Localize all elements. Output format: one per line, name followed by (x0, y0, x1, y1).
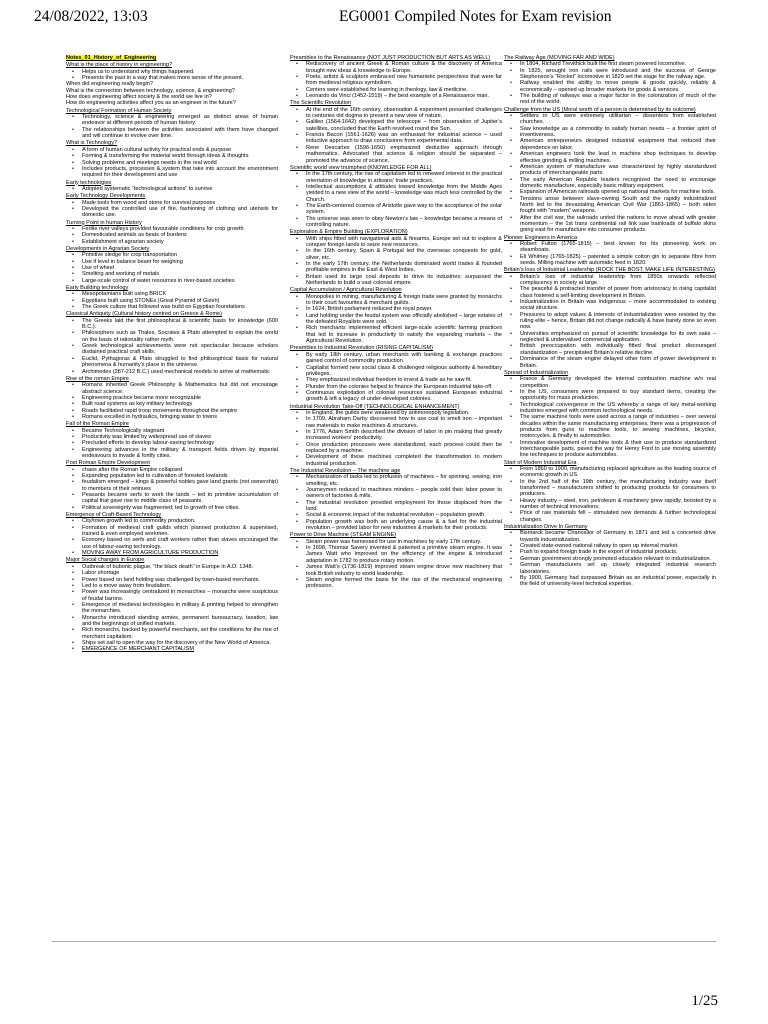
section-heading: Britain’s loss of Industrial Leadership (ROCK THE BOST, MAKE LIFE INTERESTING) (504, 267, 715, 274)
bullet-item: • Romans inherited Greek Philosophy & Mathematics but did not encourage abstract science. (66, 382, 278, 395)
bullet-item: • Archimedes (287-212 B.C.) used mechanical models to arrive at mathematic (66, 369, 278, 375)
bullet-item: • The Greek culture that followed was build on Egyptian foundations (66, 304, 278, 310)
question-line: How do engineering activities affect you as an engineer in the future? (66, 100, 236, 107)
section-heading: Technological Formation of Human Society (66, 107, 172, 114)
bullet-item: • Philosophers such as Thales, Socrates & Plato attempted to explain the world on the basis of rationality rather myth. (66, 330, 278, 343)
bullet-item: • In 1804, Richard Trevithick built the first steam powered locomotive. (504, 61, 716, 67)
bullet-item: • The building of railways was a major factor in the colonization of much of the rest of the world. (504, 93, 716, 106)
bullet-list (66, 564, 278, 653)
bullet-item: • American engineers took the lead in machine shop techniques to develop effective grinding & milling machines. (504, 151, 716, 164)
bullet-item: • Continuous exploitation of colonial resources sustained European industrial growth & left a legacy of under-developed colonies. (290, 390, 502, 403)
bullet-item: • Forming & transforming the material world through ideas & thoughts (66, 153, 278, 159)
bullet-list (504, 113, 716, 234)
bullet-item: • Technology, science & engineering emerged as distinct areas of human endeavor at different periods of human history. (66, 114, 278, 127)
bullet-list (66, 467, 278, 511)
print-datetime: 24/08/2022, 13:03 (34, 8, 148, 25)
bullet-item: • Mesopotamians built using BRICK (66, 291, 278, 297)
bullet-item: • Expansion of American railroads opened up national markets for machine tools. (504, 189, 716, 195)
bullet-item: • Led to a move away from feudalism. (66, 583, 278, 589)
bullet-item: • EMERGENCE OF MERCHANT CAPITALISM (66, 646, 278, 652)
section-heading: Challenge from the US (Moral worth of a person is determined by its outcome) (504, 106, 696, 113)
bullet-list (290, 171, 502, 228)
bullet-item: • Primitive sledge for crop transportation (66, 252, 278, 258)
bullet-item: • Britain’s loss of industrial leadership from 1850s onwards reflected complacency in society at large. (504, 274, 716, 287)
bullet-item: • Settlers in US were extremely utilitarian – dissenters from established churches. (504, 113, 716, 126)
bullet-item: • From 1860 to 1900, manufacturing replaced agriculture as the leading source of economic growth in US. (504, 466, 716, 479)
bullet-list (504, 274, 716, 369)
bullet-item: • In the US, consumers were prepared to buy standard items, creating the opportunity for mass production. (504, 389, 716, 402)
bullet-item: • The universe was seen to obey Newton’s law – knowledge became a means of controlling nature. (290, 216, 502, 229)
bullet-item: • The industrial revolution provided employment for those displaced from the land. (290, 500, 502, 513)
bullet-list (290, 236, 502, 287)
bullet-item: • German government strongly promoted education relevant to industrialization. (504, 556, 716, 562)
bullet-list (66, 69, 278, 82)
bullet-item: • Capitalist formed new social class & challenged religious authority & hereditary privileges. (290, 365, 502, 378)
section-heading: Early Building technology (66, 285, 129, 292)
bullet-item: • feudalism emerged – kings & powerful nobles gave land grants (not ownership) to members of their retinues (66, 479, 278, 492)
bullet-item: • City/town growth led to commodity production. (66, 518, 278, 524)
section-heading: Rise of the roman Empire (66, 375, 129, 382)
bullet-item: • By 1900, Germany had surpassed Britain as an industrial power, especially in the field of university-level technical expertise. (504, 575, 716, 588)
section-heading: Early technologies (66, 179, 112, 186)
section-heading: Exploration & Empire Building (EXPLORATION) (290, 229, 408, 236)
bullet-item: • A form of human cultural activity for practical ends & purpose (66, 147, 278, 153)
bullet-item: • Innovative development of machine tools & their use to produce standardized interchangeable parts, paved the way for Henry Ford to use moving assembly line techniques to produce automobiles. (504, 440, 716, 459)
bullet-item: • Plunder from the colonies helped to finance the European industrial take-off. (290, 384, 502, 390)
bullet-item: • MOVING AWAY FROM AGRICULTURE PRODUCTION (66, 550, 278, 556)
bullet-item: • Built road systems as key military technology (66, 401, 278, 407)
bullet-item: • Rene Descartes (1596-1650) emphasized deductive approach through mathematics. Advocated that science & religion should be separated – promoted the advance of science. (290, 145, 502, 164)
bullet-item: • Push to expand foreign trade in the export of industrial products. (504, 549, 716, 555)
bullet-item: • Monopolies in mining, manufacturing & foreign trade were granted by monarchs to their court favourites & merchant guilds. (290, 294, 502, 307)
bullet-list (66, 186, 278, 192)
bullet-item: • Rich merchants implemented efficient large-scale scientific farming practices that led to increase in productivity to satisfy the expanding markets – the Agricultural Revolution. (290, 325, 502, 344)
bullet-list (66, 147, 278, 179)
bullet-item: • Precluded efforts to develop labour-saving technology (66, 440, 278, 446)
bullet-list (66, 252, 278, 284)
bullet-item: • Solving problems and meetings needs in the real world (66, 160, 278, 166)
bullet-item: • Galileo (1564-1642) developed the telescope – from observation of Jupiter’s satellites, concluded that the Earth revolved round the Sun. (290, 119, 502, 132)
bullet-list (66, 382, 278, 420)
section-heading: The Scientific Revolution (290, 100, 352, 107)
bullet-item: • Establishment of agrarian society (66, 239, 278, 245)
bullet-item: • Political sovereignty was fragmented; led to growth of free cities. (66, 505, 278, 511)
bullet-item: • Technological convergence in the US whereby a range of key metal-working industries emerged with common technological needs. (504, 402, 716, 415)
section-heading: Spread of Industrialization (504, 369, 569, 376)
bullet-item: • In the 16th century, Spain & Portugal led the overseas conquests for gold, silver, etc. (290, 248, 502, 261)
bullet-item: • Britain used its large coal deposits to drive its industries; surpassed the Netherlands to build a vast colonial empire. (290, 274, 502, 287)
bullet-item: • Greek technological achievements were not spectacular because scholars disdained practical craft skills. (66, 343, 278, 356)
bullet-item: • Intellectual assumptions & attitudes toward knowledge from the Middle Ages yielded to a new view of the world – knowledge was much less controlled by the Church. (290, 184, 502, 203)
bullet-item: • The early American Republic leaders recognized the need to encourage domestic manufacture, especially basic military equipment. (504, 177, 716, 190)
bullet-item: • In 1709, Abraham Darby discovered how to use coal to smelt iron – important raw materials to make machines & structures. (290, 416, 502, 429)
bullet-item: • Ships set sail to open the way for the discovery of the New World of America. (66, 640, 278, 646)
bullet-item: • James Watt’s (1736-1819) improved steam engine drove new machinery that took British industry to world leadership. (290, 564, 502, 577)
bullet-list (66, 114, 278, 139)
bullet-item: • Steam power was harnessed for use in machines by early 17th century. (290, 539, 502, 545)
bullet-item: • Universities emphasized on pursuit of scientific knowledge for its own sake – neglected & undervalued commercial application. (504, 331, 716, 344)
bullet-list (290, 107, 502, 164)
bullet-item: • Robert Fulton (1765-1815) – best known for his pioneering work on steamboats. (504, 241, 716, 254)
bullet-item: • British preoccupation with individually fitted final product discouraged standardization – precipitated Britain’s relative decline. (504, 343, 716, 356)
bullet-item: • Smelting and working of metals (66, 271, 278, 277)
bullet-item: • In 1825, wrought iron rails were introduced and the success of George Stephenson’s “Rocket” locomotive in 1829 set the stage for the railway age. (504, 68, 716, 81)
page-number: 1/25 (691, 993, 718, 1009)
bullet-item: • At the end of the 16th century, observation & experiment presented challenges to centuries old dogma to present a new view of nature. (290, 107, 502, 120)
bullet-item: • Use of wheel (66, 265, 278, 271)
bullet-item: • Power was increasingly centralized in monarchies – monarchs were suspicious of feudal barons. (66, 589, 278, 602)
bullet-list (290, 61, 502, 99)
bullet-item: • In 1698, Thomas Savery invented & patented a primitive steam engine. It was James Watt who improved on the efficiency of the engine & introduced adaptation in 1782 to produce rotary motion. (290, 545, 502, 564)
section-heading: Scientific world view triumphed (KNOWLEDGE FOR ALL) (290, 164, 432, 171)
bullet-item: • Labor shortage (66, 570, 278, 576)
section-heading: Preambles to Industrial Revolution (RISING CAPITALISM) (290, 345, 433, 352)
bullet-list (504, 466, 716, 523)
bullet-item: • Includes products, processes & system that take into account the environment required for their development and use (66, 166, 278, 179)
section-heading: Early Technology Developments (66, 193, 146, 200)
bullet-item: • Pressures to adopt values & interests of industrialization were resisted by the ruling elite – hence, Britain did not change radically & have barely done so even now. (504, 312, 716, 331)
bullet-item: • Helps us to understand why things happened. (66, 69, 278, 75)
bullet-list (66, 428, 278, 460)
bullet-item: • Poets, artists & sculptors embraced new humanistic perspectives that were far from medieval religious symbolism. (290, 74, 502, 87)
section-heading: Capital Accumulation / Agricultural Revolution (290, 287, 402, 294)
bullet-list (504, 241, 716, 266)
section-heading: Start of Modern Industrial Era (504, 459, 577, 466)
bullet-item: • Peasants became serfs to work the lands – led to primitive accumulation of capital that gave rise to middle class of peasants. (66, 492, 278, 505)
bullet-item: • Mechanization of tasks led to profusion of machines – for spinning, sewing, iron smelting, etc. (290, 474, 502, 487)
bullet-item: • Land holding under the feudal system was officially abolished – large estates of the defeated Royalists were sold. (290, 313, 502, 326)
bullet-item: • chaos after the Roman Empire collapsed (66, 467, 278, 473)
section-heading: Pioneer Engineers in America (504, 234, 578, 241)
section-heading: Industrialization Drive In Germany (504, 524, 588, 531)
section-heading: What is Technology? (66, 140, 118, 147)
bullet-item: • In the early 17th century, the Netherlands dominated world trades & founded profitable empires in the East & West Indies. (290, 261, 502, 274)
section-heading: Major Social changes in Europe (66, 557, 145, 564)
bullet-item: • Journeymen reduced to machines minders – people sold their labor power to owners of factories & mills. (290, 487, 502, 500)
notes-title-highlight: Notes_01_History_of_Engineering (66, 55, 157, 61)
bullet-item: • Bismarck became Chancellor of Germany in 1871 and led a concerted drive towards industrialization. (504, 530, 716, 543)
section-heading: What is the place of history in engineering? (66, 62, 173, 69)
bullet-item: • Saw knowledge as a commodity to satisfy human needs – a frontier spirit of inventiveness. (504, 126, 716, 139)
notes-column-1 (66, 54, 278, 653)
section-heading: Turning Point in human History (66, 219, 142, 226)
bullet-item: • The Greeks laid the first philosophical & scientific basis for knowledge (600 B.C.). (66, 318, 278, 331)
bullet-item: • Romans excelled in hydraulics, bringing water to towns (66, 414, 278, 420)
bullet-item: • Monarchs introduced standing armies, permanent bureaucracy, taxation, law and the beginnings of unified markets. (66, 615, 278, 628)
bullet-item: • German manufacturers set up closely integrated industrial research laboratories. (504, 562, 716, 575)
bullet-item: • The relationships between the activities associated with them have changed and will continue to evolve over time. (66, 127, 278, 140)
bullet-item: • American system of manufacture was characterized by highly standardized products of interchangeable parts. (504, 164, 716, 177)
bullet-item: • Became Technologically stagnant (66, 428, 278, 434)
notes-column-2 (290, 54, 502, 590)
bullet-item: • Euclid, Pythagoras & Plato struggled to find philosophical basis for natural phenomena & humanity’s place in the universe. (66, 356, 278, 369)
bullet-item: • Large-scale control of water resources in river-based societies (66, 278, 278, 284)
bullet-list (66, 200, 278, 219)
section-heading: The Railway Age (MOVING FAR AND WIDE) (504, 55, 615, 61)
bullet-list (290, 294, 502, 345)
bullet-item: • Dominance of the steam engine delayed other form of power development in Britain. (504, 356, 716, 369)
section-heading: The Industrial Revolution – The machine age (290, 468, 401, 474)
bullet-item: • Egyptians built using STONEs (Great Pyramid of Gizeh) (66, 298, 278, 304)
bullet-item: • Once production processes were standardized, each process could then be replaced by a machine. (290, 442, 502, 455)
bullet-list (504, 530, 716, 587)
bullet-item: • Created state-owned national railway to open up internal market. (504, 543, 716, 549)
bullet-item: • In England, the guilds were weakened by antimonopoly legislation. (290, 410, 502, 416)
bullet-item: • Steam engine formed the basis for the rise of the mechanical engineering profession. (290, 577, 502, 590)
bullet-item: • In 1624, British parliament reduced the royal power. (290, 306, 502, 312)
bullet-list (504, 61, 716, 105)
bullet-item: • The peaceful & protracted transfer of power from aristocracy to rising capitalist class fostered a self-limiting development in Britain. (504, 286, 716, 299)
document-title: EG0001 Compiled Notes for Exam revision (339, 8, 612, 25)
bullet-list (290, 352, 502, 403)
section-heading: Fall of the Roman Empire (66, 421, 129, 428)
bullet-item: • Made tools from wood and stone for survival purposes (66, 200, 278, 206)
section-heading: Classical Antiquity (Cultural history centred on Greece & Rome) (66, 311, 222, 318)
bullet-item: • Railway enabled the ability to move people & goods quickly, reliably & economically – opened up broader markets for goods & services. (504, 80, 716, 93)
bullet-item: • Presents the past in a way that makes more sense of the present. (66, 75, 278, 81)
bullet-item: • Price of raw materials fell – stimulated new demands & further technological changes. (504, 510, 716, 523)
bullet-item: • Engineering advances in the military & transport fields driven by imperial endeavours to invade & fortify cities. (66, 447, 278, 460)
bullet-item: • Productivity was limited by widespread use of slaves (66, 434, 278, 440)
bullet-list (290, 474, 502, 531)
bullet-item: • Eli Whitney (1765-1825) – patented a simple cotton gin to separate fibre from seeds. Milling machine with automatic feed in 1820. (504, 254, 716, 267)
bullet-item: • American entrepreneurs designed industrial equipment that reduced their dependence on labor. (504, 138, 716, 151)
bullet-item: • Economy based on serfs and craft workers rather than slaves encouraged the use of labour-saving technology. (66, 537, 278, 550)
bullet-item: • Development of these machines completed the transformation to modern industrial production. (290, 454, 502, 467)
bullet-list (66, 226, 278, 245)
bullet-list (504, 376, 716, 458)
bullet-item: • With ships fitted with navigational aids & firearms, Europe set out to explore & conquer foreign lands to seize new resources. (290, 236, 502, 249)
bullet-item: • By early 18th century, urban merchants with banking & exchange practices gained control of commodity production. (290, 352, 502, 365)
bullet-item: • Emergence of medieval technologies in military & printing helped to strengthen the monarchies. (66, 602, 278, 615)
section-heading: Developments in Agrarian Society (66, 245, 150, 252)
bullet-item: • Roads facilitated rapid troop movements throughout the empire (66, 408, 278, 414)
bullet-item: • Francis Bacon (1561-1626) was an enthusiast for industrial science – used inductive approach to draw conclusions from experimental data. (290, 132, 502, 145)
bullet-item: • Rediscovery of ancient Greek & Roman culture & the discovery of America brought new ideas & knowledge to Europe. (290, 61, 502, 74)
question-line: When did engineering really begin? (66, 81, 153, 88)
bullet-item: • The same machine tools were used across a range of industries – over several decades within the same manufacturing enterprises, there was a progression of products from guns to machine tools, to sewing machines, bicycles, motorcycles, & finally to automobiles. (504, 414, 716, 439)
bullet-item: • Population growth was both an underlying cause & a fuel for the industrial revolution – provided labor for new industries & markets for their products. (290, 519, 502, 532)
footer-divider (52, 941, 716, 942)
bullet-item: • Tensions arose between slave-owning South and the rapidly industrialized North led to the devastating American Civil War (1861-1865) – both sides fought with “modern” weapons. (504, 196, 716, 215)
bullet-item: • Power based on land holding was challenged by town-based merchants. (66, 577, 278, 583)
bullet-item: • In the 2nd half of the 19th century, the manufacturing industry was itself transformed – manufacturers shifted to producing products for consumers to producers. (504, 479, 716, 498)
bullet-item: • Industrialization in Britain was indigenous – more accommodated to existing social structure. (504, 299, 716, 312)
section-heading: Industrial Revolution Take-Off (TECHNOLOGICAL ENHANCEMENT) (290, 403, 460, 410)
bullet-item: • Engineering practice became more recognizable (66, 395, 278, 401)
bullet-item: • Rich monarchs, backed by powerful merchants, set the conditions for the rise of merchant capitalism. (66, 627, 278, 640)
bullet-item: • Use if level in balance beam for weighing (66, 259, 278, 265)
bullet-list (290, 410, 502, 467)
bullet-item: • Outbreak of bubonic plague, “the black death” in Europe in A.D. 1348. (66, 564, 278, 570)
section-heading: Post Roman Empire Development (66, 460, 150, 467)
question-line: How does engineering affect society & the world we live in? (66, 94, 212, 101)
question-line: What is the connection between technology, science, & engineering? (66, 87, 235, 94)
section-heading: Preambles to the Renaissance (NOT JUST PRODUCTION BUT ARTS AS WELL) (290, 55, 491, 61)
bullet-item: • Domesticated animals as beats of burdens (66, 232, 278, 238)
section-heading: Emergence of Craft-Based Technology (66, 512, 162, 519)
bullet-item: • In the 17th century, the rise of capitalism led to renewed interest in the practical orientation of knowledge in artisans’ trade practices. (290, 171, 502, 184)
section-heading (66, 55, 278, 61)
bullet-item: • The Earth-centered cosmos of Aristotle gave way to the acceptance of the solar system. (290, 203, 502, 216)
bullet-item: • Formation of medieval craft guilds which planned production & supervised, trained & even employed workmen. (66, 525, 278, 538)
bullet-item: • Adopted systematic “technological actions” to survive (66, 186, 278, 192)
section-heading: Power to Drive Machine (STEAM ENGINE) (290, 532, 397, 539)
bullet-item: • In 1776, Adam Smith described the division of labor in pin making that greatly increased workers’ productivity. (290, 429, 502, 442)
bullet-item: • Leonardo da Vinci (1452-1519) – the best example of a Renaissance man. (290, 93, 502, 99)
bullet-item: • Fertile river valleys provided favourable conditions for crop growth (66, 226, 278, 232)
bullet-item: • Heavy industry – steel, iron, petroleum & machinery grew rapidly, boosted by a number of technical innovations. (504, 498, 716, 511)
bullet-item: • Centers were established for learning in theology, law & medicine. (290, 87, 502, 93)
bullet-list (66, 518, 278, 556)
bullet-item: • They emphasized individual freedom to invest & trade as he saw fit. (290, 377, 502, 383)
bullet-item: • Developed the controlled use of fire, fashioning of clothing and utensils for domestic use. (66, 206, 278, 219)
bullet-list (290, 539, 502, 590)
bullet-item: • France & Germany developed the internal combustion machine w/o real competition. (504, 376, 716, 389)
bullet-item: • Social & economic impact of the industrial revolution – population growth. (290, 512, 502, 518)
bullet-list (66, 291, 278, 310)
bullet-list (66, 318, 278, 375)
bullet-item: • Expanding population led to cultivation of forested lowlands (66, 473, 278, 479)
notes-column-3 (504, 54, 716, 588)
bullet-item: • After the civil war, the railroads united the nations to move ahead with greater momentum – the 1st trans continental rail link saw trainloads of buffalo skins going east for manufacture into consumer products. (504, 215, 716, 234)
